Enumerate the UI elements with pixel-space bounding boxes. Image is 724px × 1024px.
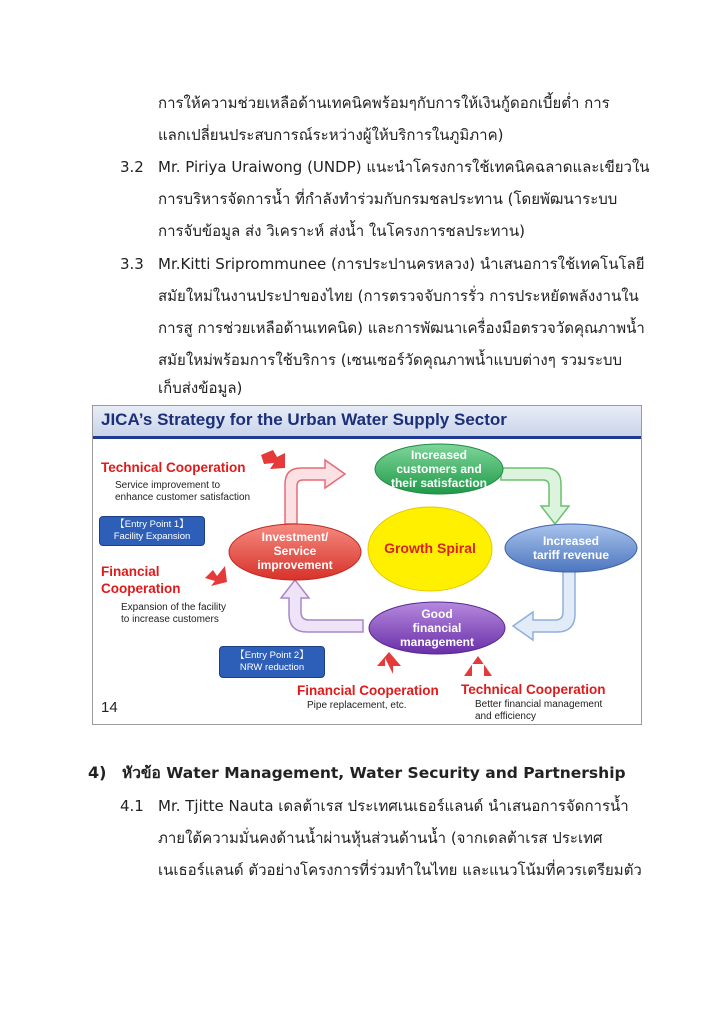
- oval-bottom-label: [369, 607, 505, 649]
- financial-cooperation-desc: Expansion of the facility: [121, 602, 227, 613]
- item-line: การบริหารจัดการน้ำ ที่กำลังทำร่วมกับกรมชลประทาน (โดยพัฒนาระบบ: [158, 190, 618, 208]
- entry-point-2-box: [219, 646, 325, 678]
- oval-left-label-line: Service: [273, 544, 317, 558]
- oval-top-label: [375, 448, 503, 490]
- entry-point-1-box: [99, 516, 205, 546]
- oval-right-label: [505, 534, 637, 562]
- technical-cooperation-bottom-desc: Better financial management: [475, 699, 603, 710]
- financial-cooperation-bottom-title: Financial Cooperation: [297, 683, 439, 698]
- paragraph-line: การให้ความช่วยเหลือด้านเทคนิคพร้อมๆกับการให้เงินกู้ดอกเบี้ยต่ำ การ: [158, 94, 610, 112]
- growth-spiral-label: Growth Spiral: [384, 540, 476, 556]
- section-number: 4): [88, 763, 107, 782]
- oval-right-label-line: Increased: [542, 534, 600, 548]
- entry-point-1-title: 【Entry Point 1】: [115, 519, 189, 530]
- item-line: การสู การช่วยเหลือด้านเทคนิด) และการพัฒนาเครื่องมือตรวจวัดคุณภาพน้ำ: [158, 319, 645, 337]
- financial-cooperation-desc: to increase customers: [121, 614, 219, 625]
- jica-strategy-slide: [92, 405, 642, 725]
- arrow-right-to-bottom: [513, 571, 575, 640]
- oval-bottom-label-line: financial: [412, 621, 462, 635]
- oval-top-label-line: their satisfaction: [390, 476, 488, 490]
- entry-point-2-desc: NRW reduction: [239, 662, 305, 673]
- technical-cooperation-desc: Service improvement to: [115, 480, 221, 491]
- item-line: สมัยใหม่ในงานประปาของไทย (การตรวจจับการรั่ว การประหยัดพลังงานใน: [158, 287, 639, 305]
- oval-bottom-label-line: management: [399, 635, 475, 649]
- item-line: เนเธอร์แลนด์ ตัวอย่างโครงการที่ร่วมทำในไทย และแนวโน้มที่ควรเตรียมตัว: [158, 861, 642, 879]
- oval-left-label-line: improvement: [257, 558, 333, 572]
- oval-left-label: [229, 530, 361, 572]
- item-line: เก็บส่งข้อมูล): [158, 379, 243, 397]
- item-line: สมัยใหม่พร้อมการใช้บริการ (เซนเซอร์วัดคุณภาพน้ำแบบต่างๆ รวมระบบ: [158, 351, 623, 369]
- item-number: 4.1: [120, 797, 144, 815]
- red-arrow-financial-left: [205, 566, 227, 586]
- growth-spiral-diagram: [93, 406, 641, 724]
- oval-left-label-line: Investment/: [261, 530, 329, 544]
- entry-point-2-title: 【Entry Point 2】: [235, 650, 309, 661]
- arrow-left-to-top: [285, 460, 345, 524]
- technical-cooperation-bottom-title: Technical Cooperation: [461, 682, 606, 697]
- red-arrow-financial-bottom: [377, 652, 401, 674]
- red-arrow-technical-top: [261, 450, 285, 469]
- oval-top-label-line: Increased: [410, 448, 468, 462]
- item-line: Mr. Piriya Uraiwong (UNDP) แนะนำโครงการใช้เทคนิคฉลาดและเขียวใน: [158, 158, 650, 176]
- item-number: 3.3: [120, 255, 144, 273]
- item-line: ภายใต้ความมั่นคงด้านน้ำผ่านหุ้นส่วนด้านน้ำ (จากเดลต้าเรส ประเทศ: [158, 829, 603, 847]
- financial-cooperation-title: Cooperation: [101, 581, 181, 596]
- red-arrow-technical-bottom: [464, 656, 492, 676]
- arrow-bottom-to-left: [281, 580, 363, 632]
- financial-cooperation-bottom-desc: Pipe replacement, etc.: [307, 700, 407, 711]
- arrow-top-to-right: [501, 468, 569, 524]
- slide-page-number: 14: [101, 699, 118, 716]
- financial-cooperation-title: Financial: [101, 564, 160, 579]
- technical-cooperation-bottom-desc: and efficiency: [475, 711, 536, 722]
- item-line: Mr. Tjitte Nauta เดลต้าเรส ประเทศเนเธอร์แลนด์ นำเสนอการจัดการน้ำ: [158, 797, 629, 815]
- slide-title: JICA’s Strategy for the Urban Water Supply Sector: [101, 410, 507, 429]
- technical-cooperation-desc: enhance customer satisfaction: [115, 492, 251, 503]
- item-number: 3.2: [120, 158, 144, 176]
- item-line: การจับข้อมูล ส่ง วิเคราะห์ ส่งน้ำ ในโครงการชลประทาน): [158, 222, 525, 240]
- oval-bottom-label-line: Good: [421, 607, 453, 621]
- entry-point-1-desc: Facility Expansion: [113, 531, 191, 542]
- item-line: Mr.Kitti Sriprommunee (การประปานครหลวง) นำเสนอการใช้เทคโนโลยี: [158, 255, 645, 273]
- paragraph-line: แลกเปลี่ยนประสบการณ์ระหว่างผู้ให้บริการในภูมิภาค): [158, 126, 504, 144]
- section-title: หัวข้อ Water Management, Water Security and Partnership: [122, 764, 626, 782]
- technical-cooperation-title: Technical Cooperation: [101, 460, 246, 475]
- oval-top-label-line: customers and: [396, 462, 482, 476]
- oval-right-label-line: tariff revenue: [532, 548, 610, 562]
